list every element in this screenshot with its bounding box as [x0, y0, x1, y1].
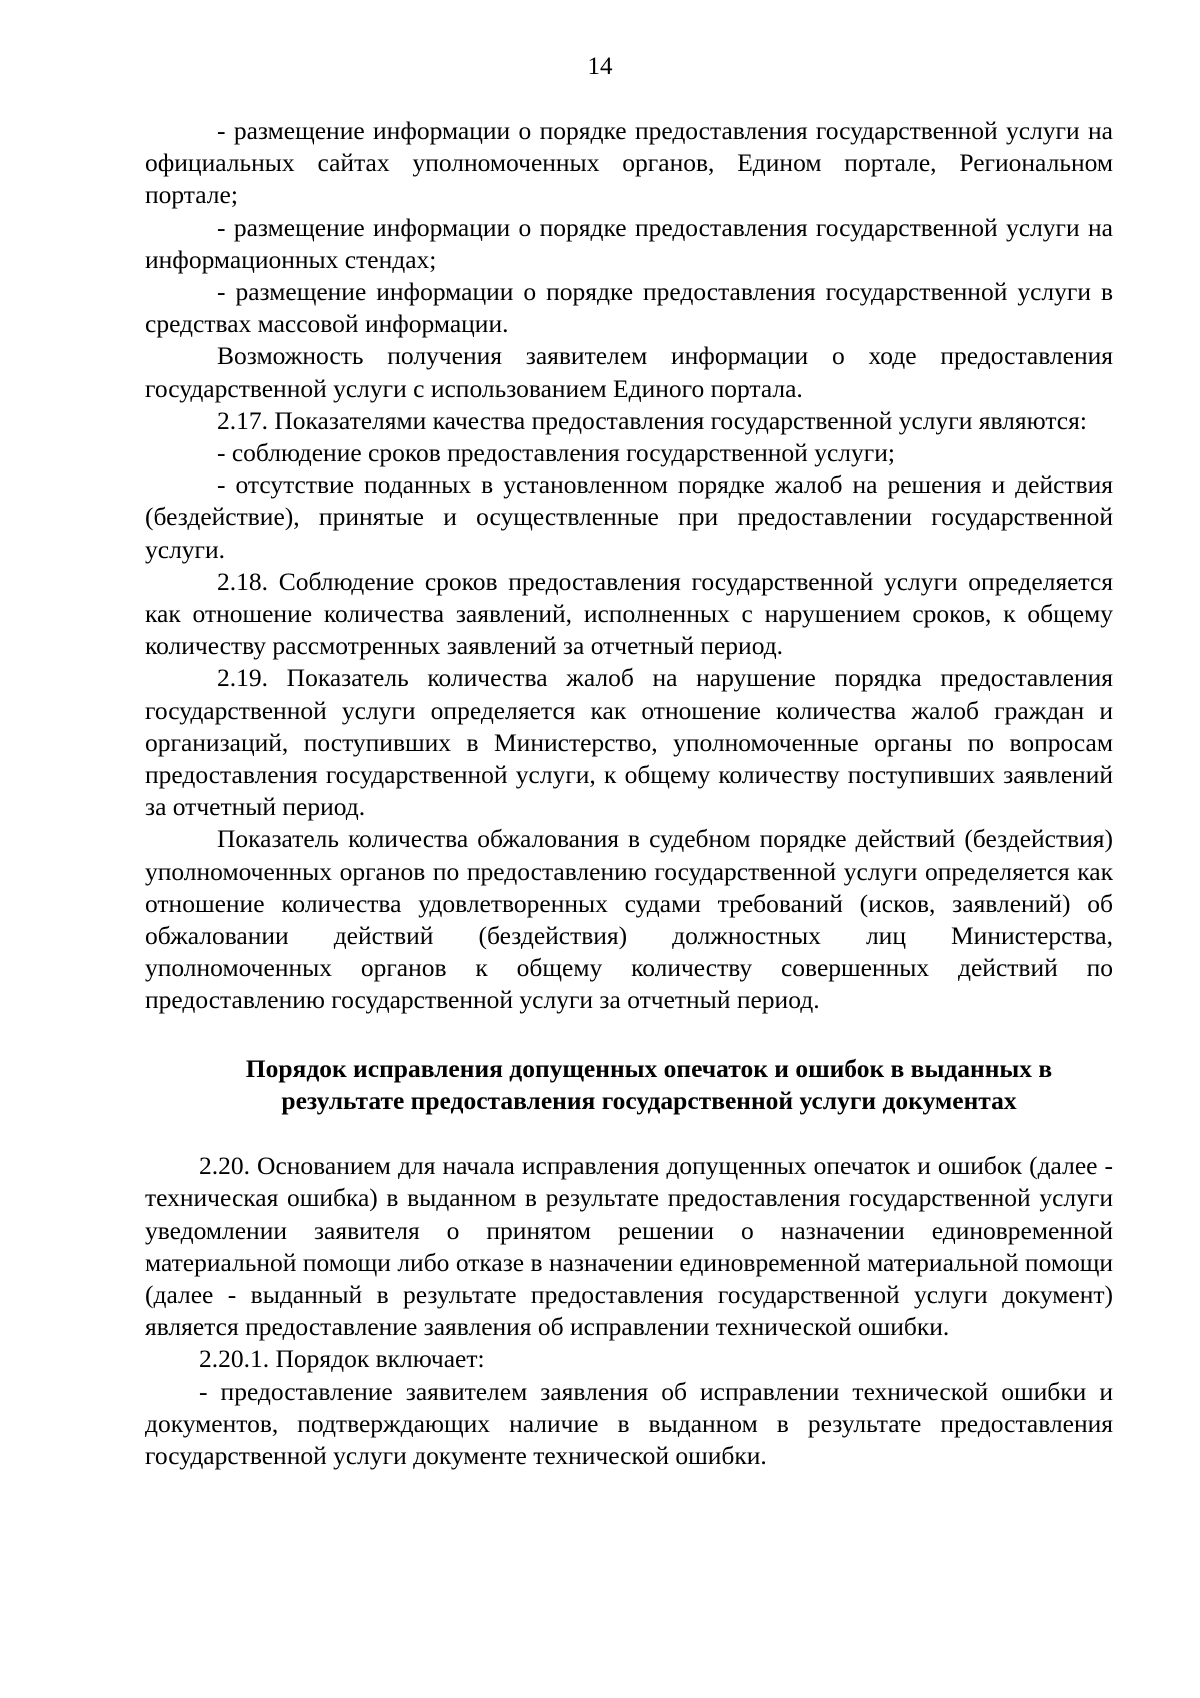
paragraph-2-20: 2.20. Основанием для начала исправления допущенных опечаток и ошибок (далее - техническая ошибка) в выданном в результате предоставления государственной услуги уведомлении заявителя о принятом решении о назначении единовременной материальной помощи либо отказе в назначении единовременной материальной помощи (далее - выданный в результате предоставления государственной услуги документ) является предоставление заявления об исправлении технической ошибки.: [145, 1151, 1113, 1342]
paragraph-2-18: 2.18. Соблюдение сроков предоставления государственной услуги определяется как отношение количества заявлений, исполненных с нарушением сроков, к общему количеству рассмотренных заявлений за отчетный период.: [145, 566, 1113, 661]
paragraph-2-19: 2.19. Показатель количества жалоб на нарушение порядка предоставления государственной услуги определяется как отношение количества жалоб граждан и организаций, поступивших в Министерство, уполномоченные органы по вопросам предоставления государственной услуги, к общему количеству поступивших заявлений за отчетный период.: [145, 663, 1113, 822]
spacer: [145, 1017, 1113, 1053]
section-heading: Порядок исправления допущенных опечаток и ошибок в выданных в результате предоставления государственной услуги документах: [245, 1053, 1053, 1115]
paragraph-progress-info: Возможность получения заявителем информации о ходе предоставления государственной услуги с использованием Единого портала.: [145, 341, 1113, 403]
spacer: [145, 1117, 1113, 1150]
paragraph-info-on-stands: - размещение информации о порядке предоставления государственной услуги на информационных стендах;: [145, 212, 1113, 274]
paragraph-2-20-1: 2.20.1. Порядок включает:: [199, 1344, 485, 1374]
page-number: 14: [587, 53, 613, 80]
paragraph-info-in-media: - размещение информации о порядке предоставления государственной услуги в средствах массовой информации.: [145, 277, 1113, 339]
paragraph-info-on-sites: - размещение информации о порядке предоставления государственной услуги на официальных сайтах уполномоченных органов, Едином портале, Региональном портале;: [145, 116, 1113, 210]
paragraph-deadline-compliance: - соблюдение сроков предоставления государственной услуги;: [217, 438, 895, 468]
paragraph-2-17: 2.17. Показателями качества предоставления государственной услуги являются:: [217, 405, 1087, 435]
paragraph-court-appeals: Показатель количества обжалования в судебном порядке действий (бездействия) уполномоченных органов по предоставлению государственной услуги определяется как отношение количества удовлетворенных судами требований (исков, заявлений) об обжаловании действий (бездействия) должностных лиц Министерства, уполномоченных органов к общему количеству совершенных действий по предоставлению государственной услуги за отчетный период.: [145, 824, 1113, 1015]
paragraph-correction-request: - предоставление заявителем заявления об исправлении технической ошибки и документов, подтверждающих наличие в выданном в результате предоставления государственной услуги документе технической ошибки.: [145, 1376, 1113, 1470]
document-body: [145, 115, 1113, 1472]
paragraph-no-complaints: - отсутствие поданных в установленном порядке жалоб на решения и действия (бездействие), принятые и осуществленные при предоставлении государственной услуги.: [145, 470, 1113, 564]
